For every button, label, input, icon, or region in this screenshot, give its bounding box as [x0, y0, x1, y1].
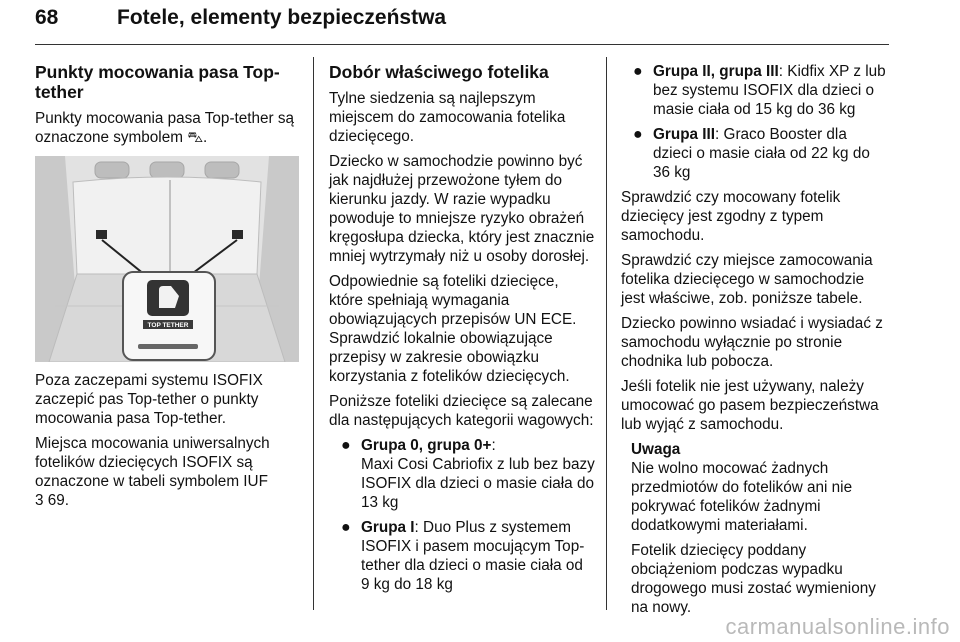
paragraph-position: Sprawdzić czy miejsce zamocowania fotelika dziecięcego w samochodzie jest właściwe, zob. poniższe tabele. [621, 252, 873, 307]
section-heading-seat-selection: Dobór właściwego fotelika [329, 62, 549, 82]
header-rule [35, 44, 889, 45]
iuf-text: Miejsca mocowania uniwersalnych fotelików dziecięcych ISOFIX są oznaczone w tabeli symbolem IUF [35, 435, 270, 490]
group-text: : Graco Booster dla dzieci o masie ciała od 22 kg do 36 kg [653, 126, 870, 181]
list-item [621, 125, 889, 182]
isofix-paragraph: Poza zaczepami systemu ISOFIX zaczepić pas Top-tether o punkty mocowania pasa Top-tether. [35, 372, 263, 427]
bullet-icon: ● [341, 437, 351, 454]
column-3 [621, 62, 889, 623]
group-label: Grupa III [653, 126, 716, 143]
list-item [621, 62, 889, 119]
paragraph-weight-groups: Poniższe foteliki dziecięce są zalecane dla następujących kategorii wagowych: [329, 393, 594, 429]
watermark-text: carmanualsonline.info [725, 614, 950, 639]
group-text: : Duo Plus z systemem ISOFIX i pasem mocującym Top-tether dla dzieci o masie ciała od 9 kg do 18 kg [361, 519, 585, 593]
iuf-paragraph [35, 434, 303, 510]
page-number: 68 [35, 6, 59, 29]
intro-text: Punkty mocowania pasa Top-tether są oznaczone symbolem ⛍. [35, 110, 295, 146]
trunk-svg [35, 156, 299, 362]
paragraph-rear-facing: Dziecko w samochodzie powinno być jak najdłużej przewożone tyłem do kierunku jazdy. W razie wypadku powoduje to mniejsze ryzyko obrażeń kręgosłupa dziecka, który jest znacznie mniej wytrzymały niż u osoby dorosłej. [329, 153, 595, 265]
bullet-icon: ● [633, 63, 643, 80]
car-trunk-illustration [35, 156, 299, 362]
column-divider-2 [606, 57, 607, 610]
note-paragraph-2: Fotelik dziecięcy poddany obciążeniom podczas wypadku drogowego musi zostać wymieniony na nowy. [631, 542, 876, 616]
note-paragraph-1: Nie wolno mocować żadnych przedmiotów do fotelików ani nie pokrywać fotelików żadnymi dodatkowymi materiałami. [631, 460, 853, 534]
bullet-icon: ● [341, 519, 351, 536]
chapter-title: Fotele, elementy bezpieczeństwa [117, 6, 447, 29]
group-text: : Kidfix XP z lub bez systemu ISOFIX dla dzieci o masie ciała od 15 kg do 36 kg [653, 63, 886, 118]
paragraph-kerb-side: Dziecko powinno wsiadać i wysiadać z samochodu wyłącznie po stronie chodnika lub pobocza. [621, 315, 883, 370]
list-item [329, 518, 595, 594]
group-label: Grupa 0, grupa 0+ [361, 437, 492, 454]
paragraph-unused-seat: Jeśli fotelik nie jest używany, należy umocować go pasem bezpieczeństwa lub wyjąć z samochodu. [621, 378, 879, 433]
group-label: Grupa II, grupa III [653, 63, 779, 80]
section-heading-top-tether: Punkty mocowania pasa Top-tether [35, 62, 280, 102]
paragraph-rear-seats: Tylne siedzenia są najlepszym miejscem do zamocowania fotelika dziecięcego. [329, 90, 566, 145]
column-2 [329, 62, 595, 600]
paragraph-regulations: Odpowiednie są foteliki dziecięce, które spełniają wymagania obowiązujących przepisów UN ECE. Sprawdzić lokalnie obowiązujące przepisy w zakresie obowiązku korzystania z fotelików dziecięcych. [329, 273, 577, 385]
bullet-icon: ● [633, 126, 643, 143]
top-tether-label: TOP TETHER [147, 322, 189, 329]
column-divider-1 [313, 57, 314, 610]
group-text: : Maxi Cosi Cabriofix z lub bez bazy ISOFIX dla dzieci o masie ciała do 13 kg [361, 437, 595, 511]
note-title: Uwaga [631, 441, 681, 458]
list-item [329, 436, 595, 512]
column-1 [35, 62, 303, 516]
note-box [631, 440, 889, 617]
group-label: Grupa I [361, 519, 415, 536]
paragraph-compatibility: Sprawdzić czy mocowany fotelik dziecięcy jest zgodny z typem samochodu. [621, 189, 841, 244]
page-reference-link[interactable]: 3 69. [35, 492, 70, 509]
page-header [35, 6, 446, 30]
